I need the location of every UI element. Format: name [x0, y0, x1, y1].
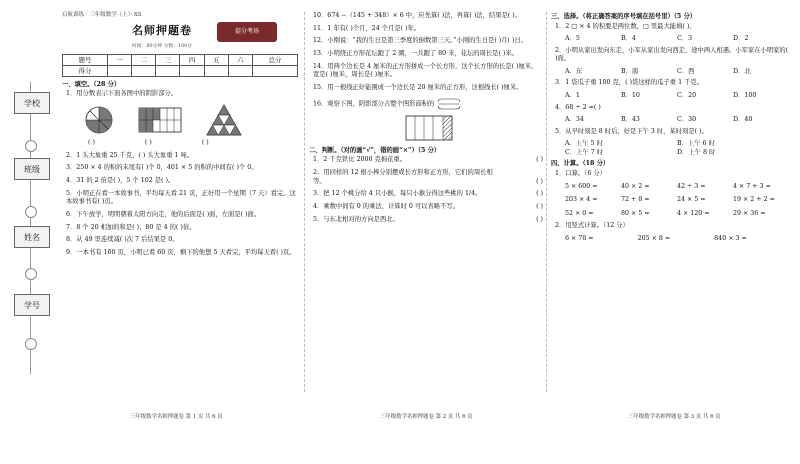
score-cell[interactable]	[156, 65, 180, 76]
section-true-false: 二、判断。（对的画“√”，错的画“×”）（5 分）	[309, 146, 441, 154]
choice-options-2	[565, 68, 791, 77]
binding-hole	[25, 140, 37, 152]
series-header: 启航训练 · 三年级数学（上）· XS	[62, 12, 142, 18]
page-2	[309, 12, 543, 420]
option-a[interactable]: A．5	[565, 35, 580, 43]
answer-blank[interactable]: ( )	[88, 139, 95, 147]
score-cell[interactable]	[132, 65, 156, 76]
option-b[interactable]: B．上午 6 时	[677, 140, 715, 148]
score-header-cell: 六	[228, 54, 252, 65]
column-divider	[304, 12, 306, 392]
judge-1-text: 1．2 千克铁比 2000 克棉花重。	[313, 156, 407, 164]
option-d[interactable]: D．40	[733, 116, 753, 124]
question-16-text: 16．观察下图，阴影部分占整个图形面积的	[313, 100, 435, 108]
judge-answer[interactable]: ( )	[536, 177, 543, 185]
vertical-calc-item[interactable]: 840 × 3 =	[714, 234, 747, 242]
oral-calc-item[interactable]: 52 × 0 =	[565, 209, 594, 217]
fraction-figures	[84, 103, 300, 137]
pie-figure	[84, 105, 114, 135]
question-13: 13．小明绕正方形花坛跑了 2 圈，一共跑了 80 米，花坛的周长是( )米。	[313, 50, 518, 58]
question-7: 7．8 个 20 相加的和是( )；80 是 4 的( )倍。	[66, 223, 196, 231]
question-4: 4．31 的 2 倍是( )，5 个 102 是( )。	[66, 176, 175, 184]
choice-question-4: 4．68 ÷ 2 =( )	[555, 103, 601, 111]
choice-question-1: 1．2 □ × 4 的积要是两位数，□ 里最大能填( )。	[555, 22, 696, 30]
choice-options-3	[565, 92, 791, 101]
choice-options-4	[565, 116, 791, 125]
oral-calc-item[interactable]: 19 × 2 + 2 =	[733, 196, 775, 204]
page-2-footer: 三年级数学名师押题卷 第 2 页 共 6 页	[380, 414, 473, 420]
section-fill-in: 一、填空。（28 分）	[62, 80, 121, 88]
page-3	[551, 12, 791, 420]
page-1-footer: 三年级数学名师押题卷 第 1 页 共 6 页	[130, 414, 223, 420]
vertical-calc-item[interactable]: 205 × 8 =	[637, 234, 671, 242]
question-14: 14．用两个边长是 4 厘米的正方形拼成一个长方形，这个长方形的长是( )厘米，宽是( )厘米，周长是( )厘米。	[313, 62, 538, 79]
vertical-calc-row	[565, 235, 791, 244]
option-c[interactable]: C．上午 7 时	[565, 148, 604, 156]
judge-answer[interactable]: ( )	[536, 215, 543, 223]
option-b[interactable]: B．43	[621, 116, 640, 124]
binding-hole	[25, 206, 37, 218]
score-cell[interactable]	[228, 65, 252, 76]
class-label: 班级	[14, 158, 50, 180]
option-d[interactable]: D．100	[733, 92, 757, 100]
oral-calc-item[interactable]: 4 × 120 =	[677, 209, 710, 217]
question-2: 2．1 头大象重 25 千克，( ) 头大象重 1 吨。	[66, 151, 194, 159]
section-multiple-choice: 三、选择。（将正确答案的序号填在括号里）（5 分）	[551, 13, 697, 20]
option-a[interactable]: A．上午 5 时	[565, 140, 603, 148]
name-label: 姓名	[14, 226, 50, 248]
option-c[interactable]: C．西	[677, 67, 695, 75]
oral-calc-item[interactable]: 29 × 36 =	[733, 209, 766, 217]
score-header-cell: 二	[132, 54, 156, 65]
score-cell[interactable]	[252, 65, 297, 76]
oral-calc-item[interactable]: 203 × 4 =	[565, 196, 598, 204]
figure-answer-row	[88, 139, 300, 148]
oral-calc-title: 1．口算。（6 分）	[555, 169, 606, 177]
question-15: 15．用一根线正好能围成一个边长是 20 厘米的正方形，这根线长( )厘米。	[313, 83, 523, 91]
option-d[interactable]: D．北	[733, 67, 751, 75]
section-calculation: 四、计算。（18 分）	[551, 160, 610, 168]
striped-rectangle-figure	[405, 115, 453, 141]
judge-5	[313, 216, 543, 225]
judge-answer[interactable]: ( )	[536, 190, 543, 198]
option-a[interactable]: A．东	[565, 67, 583, 75]
page-3-footer: 三年级数学名师押题卷 第 3 页 共 6 页	[628, 414, 721, 420]
answer-blank[interactable]: ( )	[144, 139, 152, 147]
answer-blank[interactable]: ( )	[201, 139, 209, 147]
judge-1	[313, 156, 543, 165]
page-1	[62, 12, 300, 420]
exam-title: 名师押题卷	[132, 24, 192, 38]
score-cell[interactable]	[204, 65, 228, 76]
oral-calc-item[interactable]: 80 × 5 =	[621, 209, 650, 217]
binding-hole	[25, 268, 37, 280]
option-a[interactable]: A．1	[565, 92, 580, 100]
judge-4	[313, 203, 543, 212]
fraction-brace-blank[interactable]	[436, 97, 462, 111]
choice-question-5: 5．从早时刻是 8 时后，好是下午 3 时，某时刻是( )。	[555, 127, 708, 135]
option-b[interactable]: B．10	[621, 92, 640, 100]
choice-question-2: 2．小明从家出发向东走，小军从家出发向西走，途中两人相遇。小军家在小明家的( )面。	[555, 46, 789, 63]
choice-options-1	[565, 35, 791, 44]
question-11: 11．1 年有( )个月，24 个月是( )年。	[313, 24, 421, 32]
choice-question-3: 3．1 袋瓜子重 100 克，( )袋这样的瓜子重 1 千克。	[555, 79, 704, 87]
oral-calc-item[interactable]: 4 × 7 + 3 =	[733, 182, 771, 190]
question-16	[313, 97, 543, 111]
question-8: 8．从 49 里连续减( )次 7 后结果是 0。	[66, 236, 179, 244]
option-c[interactable]: C．20	[677, 92, 697, 100]
stamp-badge: 提分考场	[217, 22, 277, 42]
oral-calc-item[interactable]: 72 + 8 =	[621, 196, 650, 204]
option-c[interactable]: C．30	[677, 116, 697, 124]
score-header-cell: 三	[156, 54, 180, 65]
option-a[interactable]: A．34	[565, 116, 584, 124]
question-9: 9．一本书有 160 页，小明已看 60 页，剩下的他想 5 天看完，平均每天看( )页。	[66, 248, 296, 256]
oral-calc-item[interactable]: 40 × 2 =	[621, 182, 650, 190]
vertical-calc-item[interactable]: 6 × 78 =	[565, 234, 594, 242]
question-10: 10．674 −（145 + 348）× 6 中，应先算( )法，再算( )法，结果是( )。	[313, 12, 521, 19]
grid-figure	[138, 107, 182, 133]
option-b[interactable]: B．4	[621, 35, 636, 43]
score-header-cell: 题号	[63, 54, 108, 65]
option-d[interactable]: D．上午 8 时	[677, 148, 716, 156]
oral-calc-item[interactable]: 24 × 5 =	[677, 196, 706, 204]
judge-answer[interactable]: ( )	[536, 156, 543, 164]
school-label: 学校	[14, 92, 50, 114]
oral-calc-item[interactable]: 5 × 600 =	[565, 182, 598, 190]
option-b[interactable]: B．南	[621, 67, 639, 75]
oral-calc-item[interactable]: 42 ÷ 3 =	[677, 182, 706, 190]
judge-5-text: 5．与东北相对的方向是西北。	[313, 215, 399, 223]
question-6: 6．下午放学，明明朝着太阳方向走，他的后面是( )面，左面是( )面。	[66, 210, 261, 218]
judge-answer[interactable]: ( )	[536, 202, 543, 210]
score-header-cell: 一	[108, 54, 132, 65]
score-header-cell: 五	[204, 54, 228, 65]
vertical-calc-title: 2．用竖式计算。（12 分）	[555, 222, 629, 230]
score-header-cell: 总分	[252, 54, 297, 65]
triangle-figure	[206, 104, 242, 136]
judge-2	[313, 169, 543, 186]
score-table	[62, 54, 298, 77]
binding-strip	[12, 82, 52, 374]
choice-options-5	[565, 140, 791, 157]
time-score-info: 时间：80分钟 分数：100分	[132, 44, 192, 50]
binding-hole	[25, 338, 37, 350]
option-c[interactable]: C．3	[677, 35, 693, 43]
score-label-cell: 得分	[63, 65, 108, 76]
question-5: 5．小明正在看一本故事书，平均每天看 21 页，正好用一个星期（7 天）看完。这本故事书有( )页。	[66, 189, 296, 206]
student-id-label: 学号	[14, 294, 50, 316]
option-d[interactable]: D．2	[733, 35, 749, 43]
question-1: 1．用分数表示下面各图中的阴影部分。	[66, 90, 178, 98]
oral-calc-grid	[565, 183, 791, 219]
question-3: 3．250 × 4 的积的末尾有( )个 0，401 × 5 的积的中间有( )个 0。	[66, 164, 258, 172]
score-header-cell: 四	[180, 54, 204, 65]
score-cell[interactable]	[180, 65, 204, 76]
score-cell[interactable]	[108, 65, 132, 76]
judge-3-text: 3．把 12 个桃分给 4 只小猴，每只小猴分得这些桃的 1/4。	[313, 190, 482, 198]
question-12: 12．小刚说：“我的生日是第三季度的倒数第三天。”小刚的生日是( )月( )日。	[313, 37, 528, 45]
judge-4-text: 4．乘数中间有 0 的乘法，计算时 0 可以省略不写。	[313, 202, 459, 210]
judge-2-text: 2．用同样的 12 根小棒分别摆成长方形和正方形，它们的周长相等。	[313, 169, 493, 185]
judge-3	[313, 190, 543, 199]
column-divider	[546, 12, 548, 392]
